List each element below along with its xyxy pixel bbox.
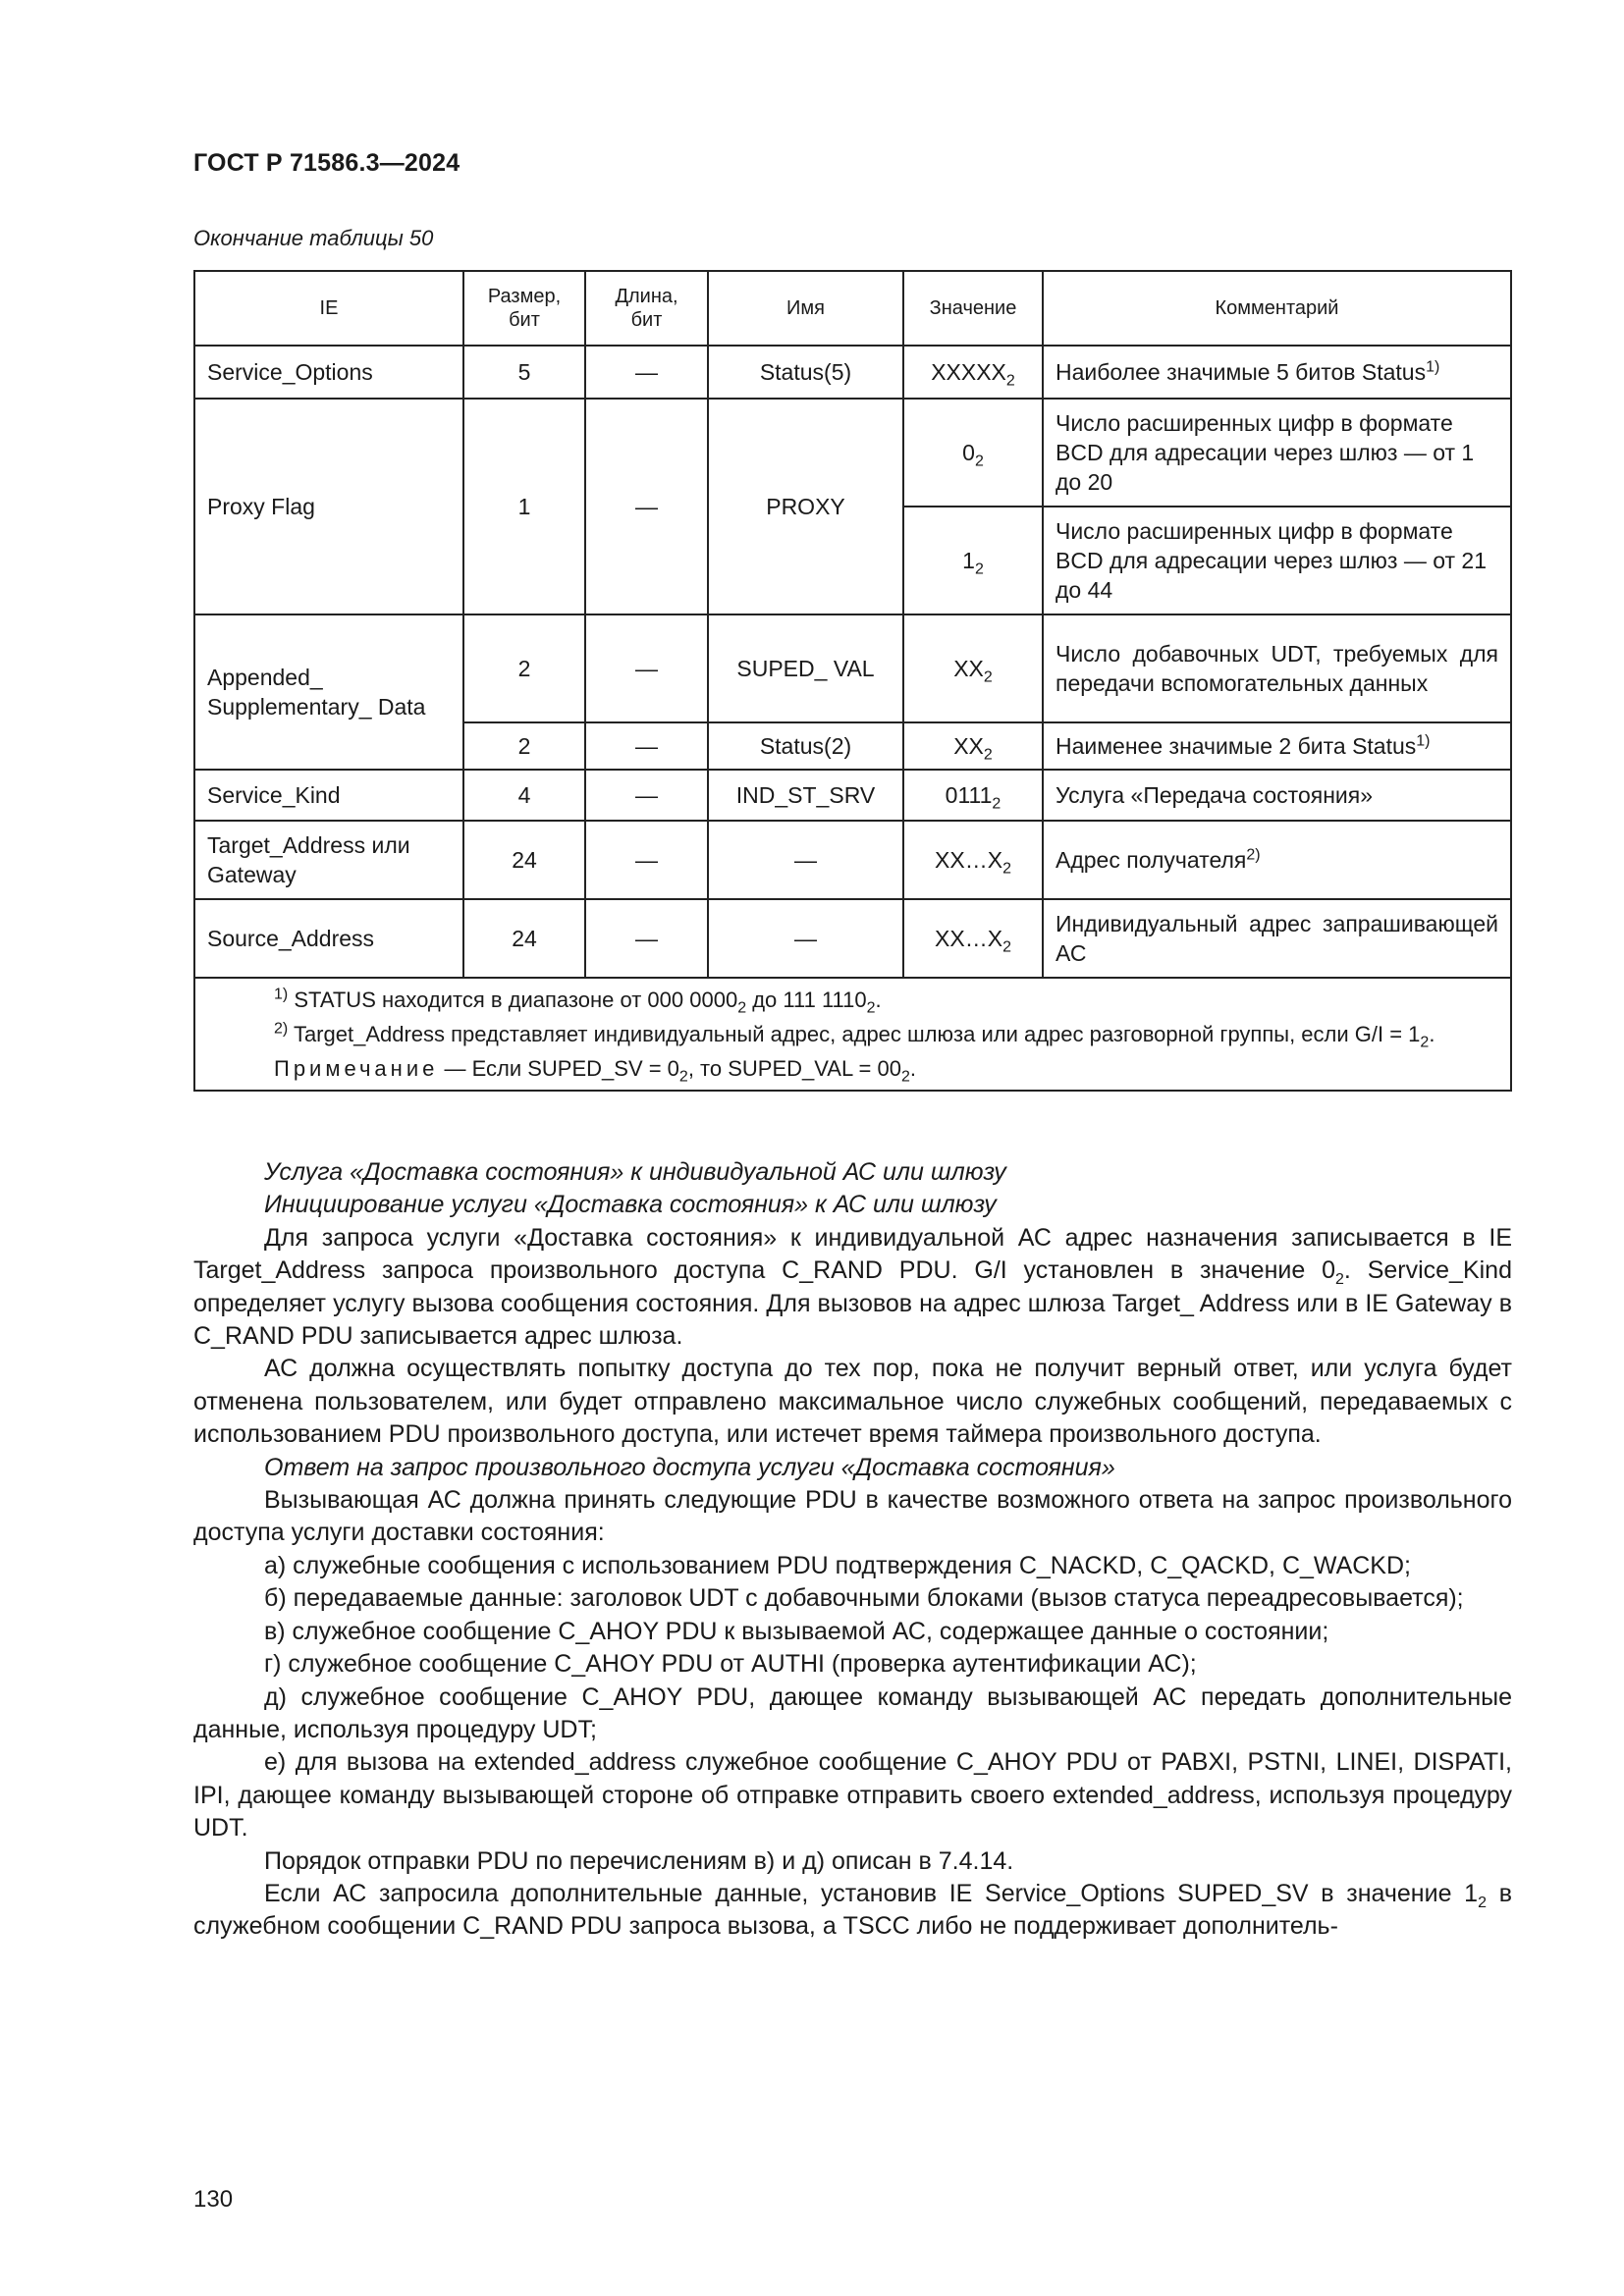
table-50 <box>193 270 1512 1092</box>
paragraph: Порядок отправки PDU по перечислениям в) и д) описан в 7.4.14. <box>264 1846 1014 1875</box>
cell-name: PROXY <box>708 399 903 614</box>
cell-ie: Service_Kind <box>194 770 463 821</box>
col-header-ie: IE <box>194 271 463 346</box>
table-row <box>194 770 1511 821</box>
cell-size: 24 <box>463 899 585 978</box>
list-item: е) для вызова на extended_address служебное сообщение C_AHOY PDU от PABXI, PSTNI, LINEI, DISPATI, IPI, дающее команду вызывающей стороне об отправке отправить своего extended_address, используя процедуру UDT. <box>193 1748 1512 1842</box>
cell-ie: Target_Address или Gateway <box>194 821 463 899</box>
body-text <box>193 1156 1512 1944</box>
col-header-comment: Комментарий <box>1043 271 1511 346</box>
cell-name: Status(5) <box>708 346 903 399</box>
cell-comment: Услуга «Передача состояния» <box>1043 770 1511 821</box>
cell-comment: Число расширенных цифр в формате BCD для адресации через шлюз — от 21 до 44 <box>1043 507 1511 614</box>
paragraph: Для запроса услуги «Доставка состояния» к индивидуальной АС адрес назначения записывается в IE Target_Address запроса произвольного доступа C_RAND PDU. G/I установлен в значение $0_2$. Service_Kind определяет услугу вызова сообщения состояния. Для вызовов на адрес шлюза Target_ Address или в IE Gateway в C_RAND PDU записывается адрес шлюза. <box>193 1223 1512 1351</box>
footnote-2: $^{2)}$ Target_Address представляет индивидуальный адрес, адрес шлюза или адрес разговорной группы, если $G/I = 1_2$. <box>274 1020 1435 1051</box>
cell-comment: Наименее значимые 2 бита Status$^{1)}$ <box>1043 722 1511 770</box>
list-item: а) служебные сообщения с использованием PDU подтверждения C_NACKD, C_QACKD, C_WACKD; <box>264 1551 1411 1579</box>
cell-length: — <box>585 899 708 978</box>
subheading: Инициирование услуги «Доставка состояния» к АС или шлюзу <box>264 1191 997 1219</box>
table-header-row <box>194 271 1511 346</box>
cell-value: $XX\dots X_2$ <box>903 821 1043 899</box>
list-item: д) служебное сообщение C_AHOY PDU, дающее команду вызывающей АС передать дополнительные данные, используя процедуру UDT; <box>193 1682 1512 1743</box>
cell-length: — <box>585 346 708 399</box>
cell-length: — <box>585 722 708 770</box>
cell-length: — <box>585 614 708 722</box>
footnote-1: $^{1)}$ STATUS находится в диапазоне от 000 $0000_2$ до 111 $1110_2$. <box>274 986 882 1017</box>
cell-value: $XX_2$ <box>903 722 1043 770</box>
col-header-size: Размер, бит <box>463 271 585 346</box>
col-header-name: Имя <box>708 271 903 346</box>
cell-size: 2 <box>463 614 585 722</box>
cell-comment: Адрес получателя$^{2)}$ <box>1043 821 1511 899</box>
cell-name: — <box>708 899 903 978</box>
cell-name: — <box>708 821 903 899</box>
list-item: б) передаваемые данные: заголовок UDT с добавочными блоками (вызов статуса переадресовывается); <box>264 1584 1464 1613</box>
cell-value: $XXXXX_2$ <box>903 346 1043 399</box>
list-item: в) служебное сообщение C_AHOY PDU к вызываемой АС, содержащее данные о состоянии; <box>264 1617 1329 1645</box>
table-row <box>194 399 1511 507</box>
cell-size: 2 <box>463 722 585 770</box>
cell-comment: Наиболее значимые 5 битов Status$^{1)}$ <box>1043 346 1511 399</box>
table-row <box>194 614 1511 722</box>
cell-size: 4 <box>463 770 585 821</box>
cell-comment: Индивидуальный адрес запрашивающей АС <box>1043 899 1511 978</box>
cell-value: $1_2$ <box>903 507 1043 614</box>
cell-size: 5 <box>463 346 585 399</box>
table-caption: Окончание таблицы 50 <box>193 226 434 250</box>
subheading: Ответ на запрос произвольного доступа услуги «Доставка состояния» <box>264 1453 1115 1481</box>
table-notes-row <box>194 978 1511 1091</box>
subheading: Услуга «Доставка состояния» к индивидуальной АС или шлюзу <box>264 1158 1006 1186</box>
table-note: Примечание — Если SUPED_SV = $0_2$, то SUPED_VAL = $00_2$. <box>274 1056 916 1086</box>
paragraph: АС должна осуществлять попытку доступа до тех пор, пока не получит верный ответ, или услуга будет отменена пользователем, или будет отправлено максимальное число служебных сообщений, передаваемых с использованием PDU произвольного доступа, или истечет время таймера произвольного доступа. <box>193 1355 1512 1449</box>
col-header-length: Длина, бит <box>585 271 708 346</box>
cell-name: SUPED_ VAL <box>708 614 903 722</box>
paragraph: Если АС запросила дополнительные данные, установив IE Service_Options SUPED_SV в значение $1_2$ в служебном сообщении C_RAND PDU запроса вызова, а TSCC либо не поддерживает дополнитель- <box>193 1879 1512 1941</box>
paragraph: Вызывающая АС должна принять следующие PDU в качестве возможного ответа на запрос произвольного доступа услуги доставки состояния: <box>193 1486 1512 1547</box>
table-row <box>194 346 1511 399</box>
cell-ie: Service_Options <box>194 346 463 399</box>
cell-size: 24 <box>463 821 585 899</box>
col-header-value: Значение <box>903 271 1043 346</box>
cell-value: $0111_2$ <box>903 770 1043 821</box>
cell-value: $XX\dots X_2$ <box>903 899 1043 978</box>
document-id: ГОСТ Р 71586.3—2024 <box>193 149 460 177</box>
cell-comment: Число расширенных цифр в формате BCD для адресации через шлюз — от 1 до 20 <box>1043 399 1511 507</box>
table-notes <box>194 978 1511 1091</box>
cell-length: — <box>585 821 708 899</box>
cell-ie: Source_Address <box>194 899 463 978</box>
cell-name: IND_ST_SRV <box>708 770 903 821</box>
cell-value: $XX_2$ <box>903 614 1043 722</box>
cell-value: $0_2$ <box>903 399 1043 507</box>
cell-length: — <box>585 770 708 821</box>
cell-ie: Proxy Flag <box>194 399 463 614</box>
table-row <box>194 899 1511 978</box>
cell-name: Status(2) <box>708 722 903 770</box>
cell-ie: Appended_ Supplementary_ Data <box>194 614 463 770</box>
list-item: г) служебное сообщение C_AHOY PDU от AUTHI (проверка аутентификации АС); <box>264 1650 1197 1679</box>
cell-length: — <box>585 399 708 614</box>
cell-size: 1 <box>463 399 585 614</box>
cell-comment: Число добавочных UDT, требуемых для передачи вспомогательных данных <box>1043 614 1511 722</box>
table-row <box>194 821 1511 899</box>
page-number: 130 <box>193 2186 234 2213</box>
